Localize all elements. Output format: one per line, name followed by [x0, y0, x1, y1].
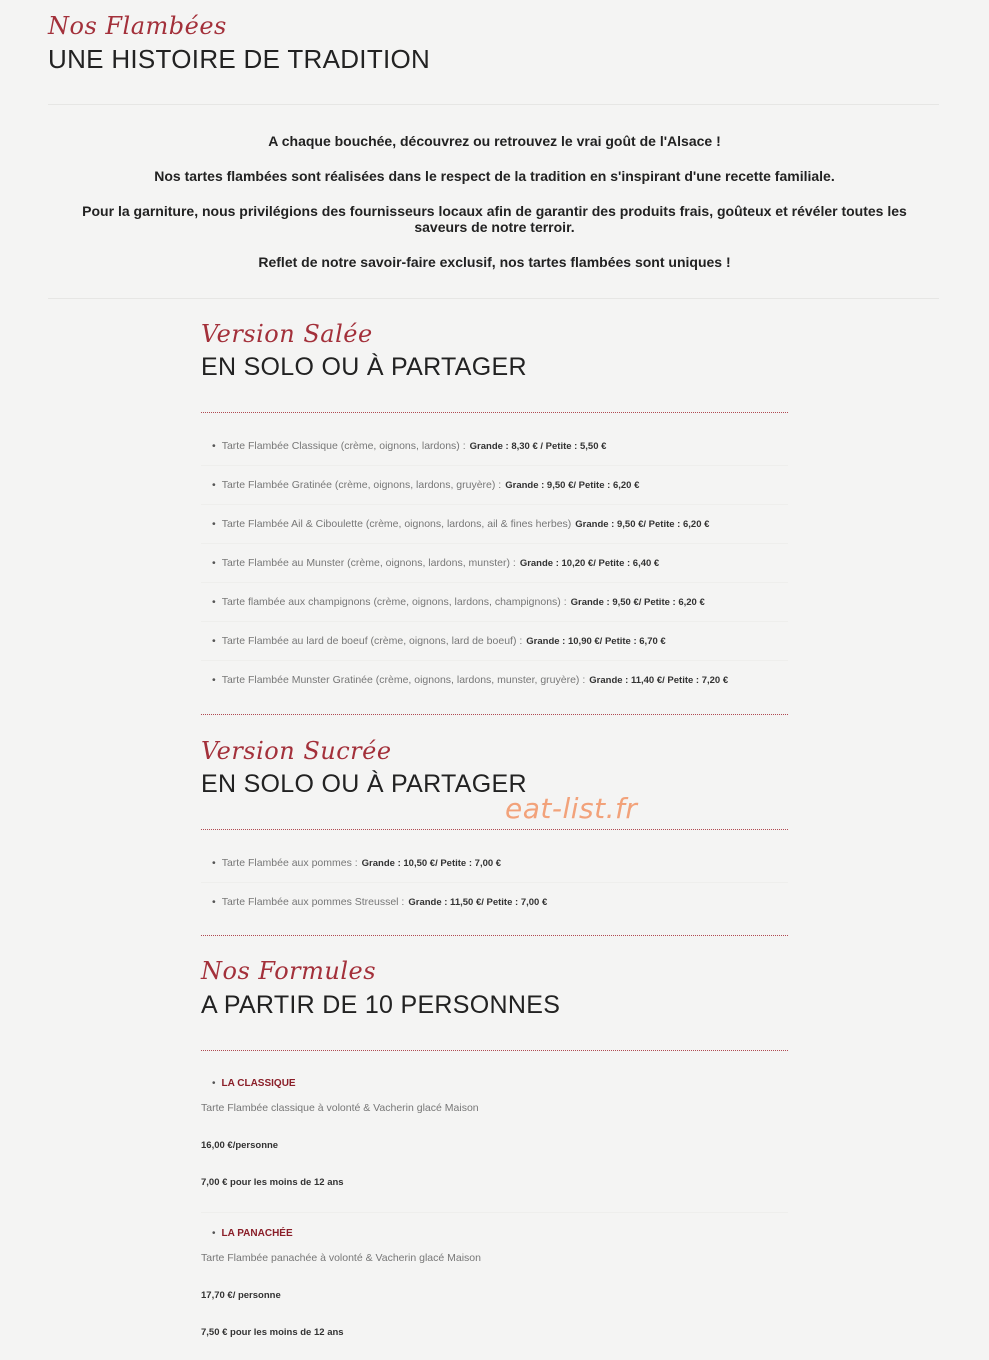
row-separator — [201, 504, 788, 505]
salee-title: EN SOLO OU À PARTAGER — [201, 353, 527, 381]
list-item — [212, 439, 606, 454]
sucree-divider-bottom — [201, 935, 788, 936]
item-name: Tarte Flambée aux pommes : — [221, 857, 358, 869]
bullet-icon: • — [212, 1228, 216, 1239]
intro-paragraph: Pour la garniture, nous privilégions des fournisseurs locaux afin de garantir des produits frais, goûteux et révéler toutes les saveurs de notre terroir. — [82, 203, 907, 235]
item-price: Grande : 11,50 €/ Petite : 7,00 € — [408, 897, 548, 908]
list-item — [212, 895, 547, 910]
salee-divider-top — [201, 412, 788, 413]
list-item — [212, 634, 666, 649]
item-name: Tarte Flambée Gratinée (crème, oignons, lardons, gruyère) : — [221, 479, 502, 491]
item-price: Grande : 8,30 € / Petite : 5,50 € — [469, 441, 607, 452]
item-price: Grande : 11,40 €/ Petite : 7,20 € — [589, 675, 729, 686]
item-name: Tarte Flambée aux pommes Streussel : — [221, 896, 405, 908]
item-name: Tarte Flambée au lard de boeuf (crème, oignons, lard de boeuf) : — [221, 635, 523, 647]
header-divider — [48, 104, 939, 105]
bullet-icon: • — [212, 635, 216, 647]
bullet-icon: • — [212, 518, 216, 530]
row-separator — [201, 882, 788, 883]
bullet-icon: • — [212, 674, 216, 686]
intro-paragraph: Nos tartes flambées sont réalisées dans le respect de la tradition en s'inspirant d'une recette familiale. — [154, 168, 835, 184]
item-price: Grande : 10,50 €/ Petite : 7,00 € — [361, 858, 502, 869]
intro-paragraph: A chaque bouchée, découvrez ou retrouvez le vrai goût de l'Alsace ! — [268, 133, 721, 149]
formules-title: A PARTIR DE 10 PERSONNES — [201, 991, 561, 1019]
item-price: Grande : 9,50 €/ Petite : 6,20 € — [575, 519, 710, 530]
formula-description: Tarte Flambée classique à volonté & Vacherin glacé Maison — [201, 1102, 479, 1114]
formula-price: 17,70 €/ personne — [201, 1290, 281, 1301]
item-price: Grande : 9,50 €/ Petite : 6,20 € — [570, 597, 705, 608]
formula-name-text: LA CLASSIQUE — [221, 1078, 296, 1089]
bullet-icon: • — [212, 857, 216, 869]
bullet-icon: • — [212, 596, 216, 608]
bullet-icon: • — [212, 479, 216, 491]
salee-divider-bottom — [201, 714, 788, 715]
formula-description: Tarte Flambée panachée à volonté & Vacherin glacé Maison — [201, 1252, 481, 1264]
list-item — [212, 556, 659, 571]
bullet-icon: • — [212, 896, 216, 908]
row-separator — [201, 1212, 788, 1213]
formula-child-price: 7,50 € pour les moins de 12 ans — [201, 1327, 344, 1338]
list-item — [212, 856, 501, 871]
formules-script-title: Nos Formules — [201, 957, 377, 985]
bullet-icon: • — [212, 440, 216, 452]
intro-divider — [48, 298, 939, 299]
item-price: Grande : 10,90 €/ Petite : 6,70 € — [526, 636, 666, 647]
list-item — [212, 673, 728, 688]
row-separator — [201, 582, 788, 583]
item-name: Tarte Flambée Classique (crème, oignons, lardons) : — [221, 440, 466, 452]
page-title: UNE HISTOIRE DE TRADITION — [48, 44, 431, 74]
list-item — [212, 517, 709, 532]
formula-name — [212, 1228, 293, 1239]
row-separator — [201, 660, 788, 661]
item-name: Tarte Flambée Ail & Ciboulette (crème, oignons, lardons, ail & fines herbes) — [221, 518, 572, 530]
item-price: Grande : 10,20 €/ Petite : 6,40 € — [519, 558, 660, 569]
formules-divider — [201, 1050, 788, 1051]
item-name: Tarte Flambée Munster Gratinée (crème, oignons, lardons, munster, gruyère) : — [221, 674, 586, 686]
item-name: Tarte Flambée au Munster (crème, oignons, lardons, munster) : — [221, 557, 516, 569]
bullet-icon: • — [212, 1078, 216, 1089]
list-item — [212, 478, 639, 493]
row-separator — [201, 621, 788, 622]
item-price: Grande : 9,50 €/ Petite : 6,20 € — [505, 480, 640, 491]
formula-child-price: 7,00 € pour les moins de 12 ans — [201, 1177, 344, 1188]
formula-name — [212, 1078, 296, 1089]
bullet-icon: • — [212, 557, 216, 569]
row-separator — [201, 465, 788, 466]
header-script-title: Nos Flambées — [48, 12, 227, 40]
sucree-title: EN SOLO OU À PARTAGER — [201, 770, 527, 798]
row-separator — [201, 543, 788, 544]
item-name: Tarte flambée aux champignons (crème, oignons, lardons, champignons) : — [221, 596, 567, 608]
salee-script-title: Version Salée — [201, 320, 373, 348]
intro-paragraph: Reflet de notre savoir-faire exclusif, nos tartes flambées sont uniques ! — [258, 254, 731, 270]
list-item — [212, 595, 705, 610]
formula-price: 16,00 €/personne — [201, 1140, 279, 1151]
sucree-script-title: Version Sucrée — [201, 737, 392, 765]
formula-name-text: LA PANACHÉE — [221, 1228, 293, 1239]
watermark: eat-list.fr — [505, 792, 638, 825]
sucree-divider-top — [201, 829, 788, 830]
